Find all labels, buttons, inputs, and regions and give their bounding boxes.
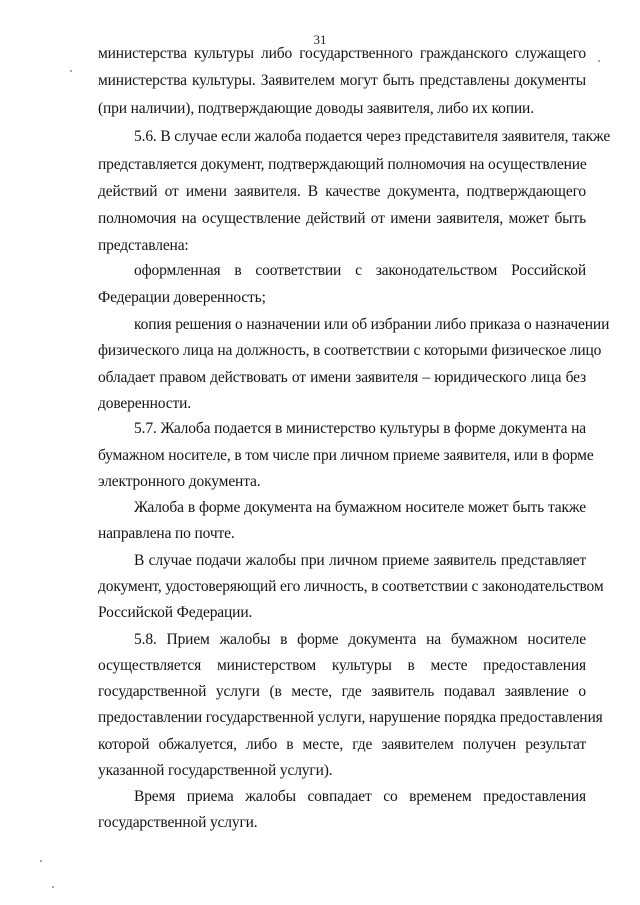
text-line: предоставлении государственной услуги, нарушение порядка предоставления	[98, 709, 603, 726]
text-line: Федерации доверенность;	[98, 289, 266, 306]
scan-speck	[70, 70, 72, 72]
text-line: министерства культуры. Заявителем могут быть представлены документы	[98, 72, 586, 89]
text-line: документ, удостоверяющий его личность, в соответствии с законодательством	[98, 578, 604, 595]
text-line: электронного документа.	[98, 473, 261, 490]
text-line: полномочия на осуществление действий от имени заявителя, может быть	[98, 210, 586, 227]
text-line: копия решения о назначении или об избрании либо приказа о назначении	[134, 316, 610, 333]
text-line: доверенности.	[98, 395, 191, 412]
text-line: указанной государственной услуги).	[98, 762, 333, 779]
page-number: 31	[313, 32, 327, 47]
text-line: оформленная в соответствии с законодательством Российской	[134, 262, 586, 279]
text-line: 5.7. Жалоба подается в министерство культуры в форме документа на	[134, 420, 586, 437]
text-line: представляется документ, подтверждающий полномочия на осуществление	[98, 156, 587, 173]
text-line: представлена:	[98, 237, 189, 254]
text-line: Жалоба в форме документа на бумажном носителе может быть также	[134, 499, 586, 516]
scan-speck	[40, 860, 42, 862]
text-line: Время приема жалобы совпадает со временем предоставления	[134, 788, 586, 805]
text-line: министерства культуры либо государственного гражданского служащего	[98, 45, 586, 62]
text-line: физического лица на должность, в соответствии с которыми физическое лицо	[98, 342, 602, 359]
text-line: которой обжалуется, либо в месте, где заявителем получен результат	[98, 736, 586, 753]
text-line: государственной услуги.	[98, 814, 258, 831]
text-line: Российской Федерации.	[98, 604, 253, 621]
text-line: бумажном носителе, в том числе при личном приеме заявителя, или в форме	[98, 447, 594, 464]
text-line: обладает правом действовать от имени заявителя – юридического лица без	[98, 369, 586, 386]
scan-speck	[598, 60, 600, 62]
scan-speck	[52, 886, 54, 888]
text-line: 5.8. Прием жалобы в форме документа на бумажном носителе	[134, 631, 586, 648]
text-line: действий от имени заявителя. В качестве документа, подтверждающего	[98, 183, 586, 200]
text-line: (при наличии), подтверждающие доводы заявителя, либо их копии.	[98, 100, 534, 117]
text-line: государственной услуги (в месте, где заявитель подавал заявление о	[98, 683, 586, 700]
text-line: В случае подачи жалобы при личном приеме заявитель представляет	[134, 552, 586, 569]
text-line: осуществляется министерством культуры в месте предоставления	[98, 657, 586, 674]
text-line: 5.6. В случае если жалоба подается через представителя заявителя, также	[134, 128, 611, 145]
text-line: направлена по почте.	[98, 525, 235, 542]
